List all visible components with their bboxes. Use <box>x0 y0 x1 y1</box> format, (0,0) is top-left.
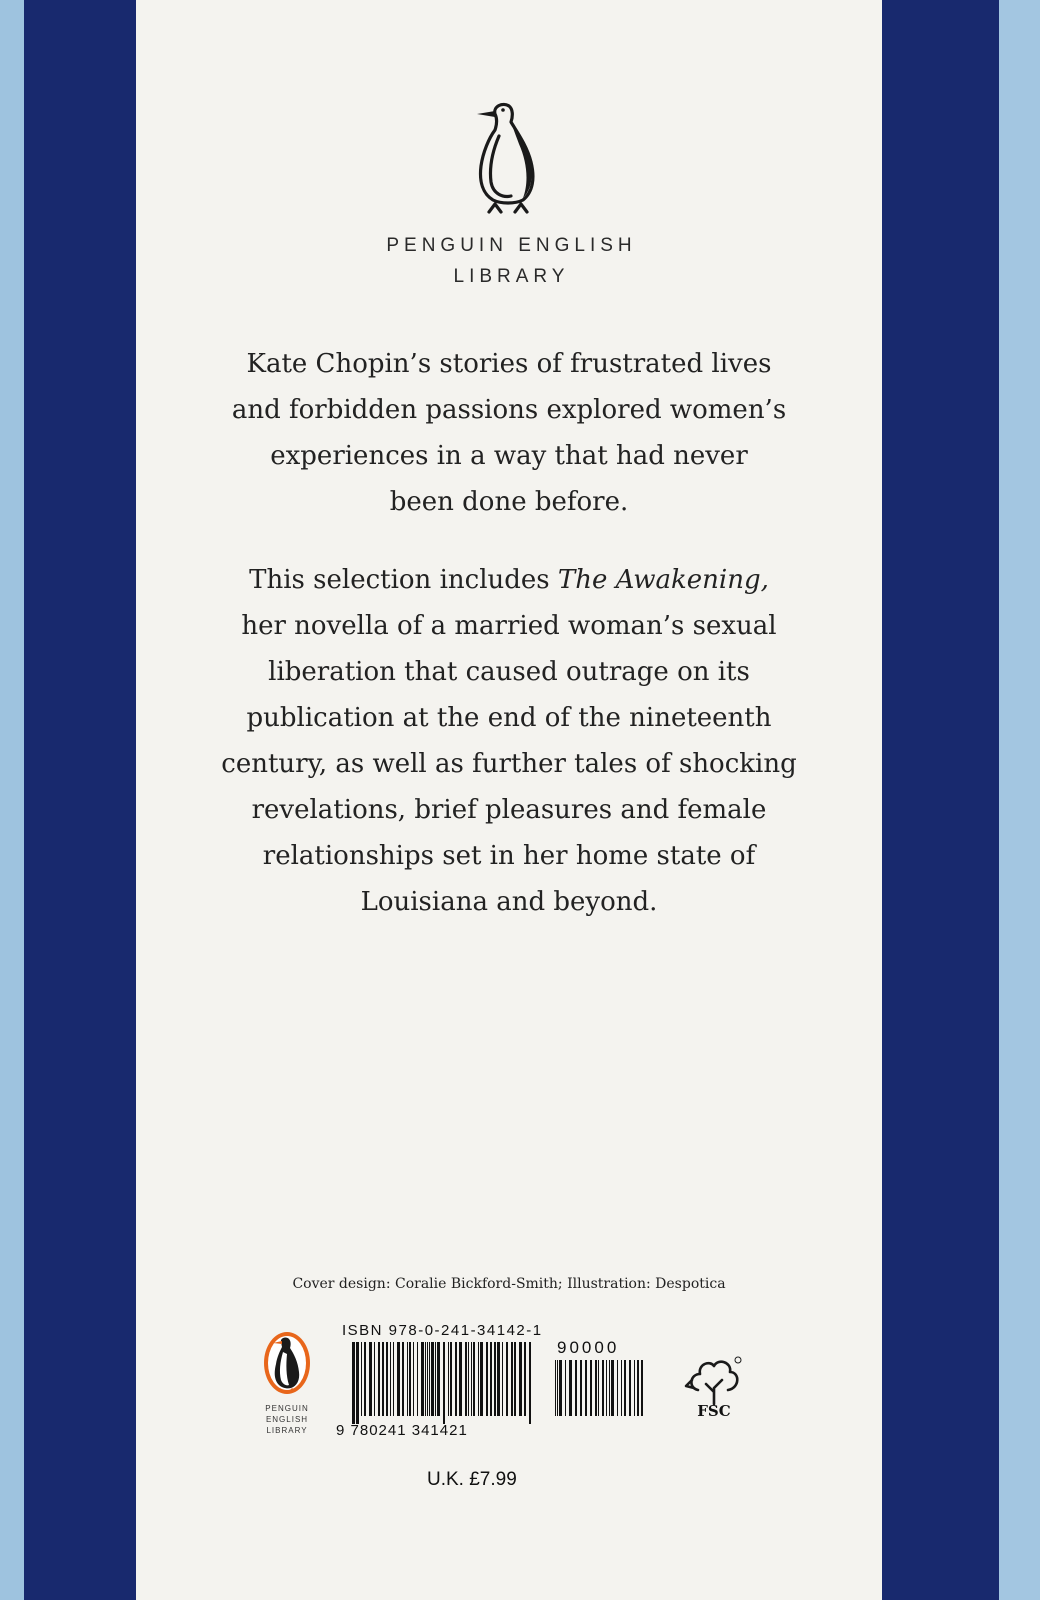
barcode-bar <box>575 1360 577 1416</box>
blurb-line: and forbidden passions explored women’s <box>231 395 787 425</box>
price: U.K. £7.99 <box>427 1469 517 1490</box>
fsc-tree-icon <box>684 1354 744 1408</box>
barcode-bar <box>369 1342 372 1416</box>
barcode-bar <box>519 1342 522 1416</box>
barcode-bar <box>450 1342 452 1416</box>
blurb-line: liberation that caused outrage on its <box>268 657 750 687</box>
addon-digits: 90000 <box>557 1338 620 1357</box>
barcode-bar <box>465 1342 467 1416</box>
blurb-line <box>160 557 858 603</box>
barcode-bar <box>480 1342 483 1416</box>
barcode-bar <box>425 1342 426 1416</box>
barcode-bar <box>409 1342 411 1416</box>
barcode-bar <box>506 1342 508 1416</box>
barcode-bar <box>502 1342 503 1416</box>
blurb-line: relationships set in her home state of <box>262 841 756 871</box>
barcode-bar <box>565 1360 566 1416</box>
barcode-bar <box>417 1342 418 1416</box>
barcode-bar <box>471 1342 472 1416</box>
barcode-bar <box>637 1360 639 1416</box>
imprint-line-2: LIBRARY <box>453 266 570 287</box>
blurb-line: Kate Chopin’s stories of frustrated lives <box>246 349 772 379</box>
barcode-bar <box>356 1342 359 1424</box>
barcode-bar <box>514 1342 516 1416</box>
barcode-bar <box>559 1360 562 1416</box>
barcode-bar <box>569 1360 572 1416</box>
small-imprint-line: ENGLISH <box>265 1415 309 1424</box>
blurb-paragraph-1 <box>160 341 858 525</box>
barcode-bar <box>435 1342 436 1416</box>
barcode-bar <box>402 1342 404 1416</box>
barcode-bar <box>585 1360 587 1416</box>
blurb-line: been done before. <box>389 487 629 517</box>
barcode-bar <box>617 1360 618 1416</box>
blurb-line: publication at the end of the nineteenth <box>246 703 772 733</box>
barcode-bar <box>407 1342 408 1416</box>
barcode-bar <box>382 1342 384 1416</box>
barcode-bar <box>494 1342 496 1416</box>
small-imprint <box>254 1403 320 1436</box>
barcode-bar <box>557 1360 558 1416</box>
barcode-bar <box>497 1342 500 1416</box>
barcode-bar <box>621 1360 622 1416</box>
barcode-bar <box>429 1342 430 1416</box>
barcode-bar <box>580 1360 582 1416</box>
left-dark-band <box>24 0 136 1600</box>
small-imprint-line: PENGUIN <box>265 1404 309 1413</box>
ean-digits: 9 780241 341421 <box>336 1422 468 1439</box>
barcode-bar <box>455 1342 457 1416</box>
ean-barcode <box>352 1342 536 1424</box>
barcode-bar <box>448 1342 449 1416</box>
barcode-bar <box>624 1360 626 1416</box>
blurb-line: revelations, brief pleasures and female <box>251 795 767 825</box>
barcode-bar <box>364 1342 366 1416</box>
blurb-paragraph-2 <box>160 557 858 925</box>
barcode-bar <box>602 1360 604 1416</box>
barcode-bar <box>437 1342 440 1416</box>
barcode-bar <box>459 1342 462 1416</box>
barcode-bar <box>361 1342 362 1416</box>
blurb-line: Louisiana and beyond. <box>360 887 658 917</box>
barcode-bar <box>443 1342 445 1424</box>
barcode-bar <box>511 1342 513 1416</box>
barcode-bar <box>641 1360 643 1416</box>
barcode-bar <box>378 1342 380 1416</box>
addon-barcode <box>555 1360 645 1424</box>
blurb-text: This selection includes <box>249 565 558 595</box>
fsc-label: FSC <box>697 1402 731 1420</box>
cover-credit: Cover design: Coralie Bickford-Smith; Illustration: Despotica <box>292 1276 726 1292</box>
blurb-line: century, as well as further tales of shocking <box>221 749 797 779</box>
barcode-bar <box>609 1360 610 1416</box>
barcode-bar <box>590 1360 592 1416</box>
left-light-band <box>0 0 24 1600</box>
book-title: The Awakening, <box>557 565 769 595</box>
right-dark-band <box>882 0 999 1600</box>
barcode-bar <box>421 1342 424 1416</box>
barcode-bar <box>490 1342 492 1416</box>
barcode-bar <box>529 1342 531 1424</box>
barcode-bar <box>468 1342 469 1416</box>
small-imprint-line: LIBRARY <box>266 1426 308 1435</box>
barcode-bar <box>393 1342 394 1416</box>
barcode-bar <box>397 1342 400 1416</box>
barcode-bar <box>598 1360 599 1416</box>
barcode-bar <box>473 1342 475 1416</box>
barcode-bar <box>352 1342 355 1424</box>
barcode-bar <box>595 1360 597 1416</box>
barcode-bar <box>386 1342 388 1416</box>
barcode-bar <box>427 1342 428 1416</box>
barcode-bar <box>374 1342 375 1416</box>
blurb-line: her novella of a married woman’s sexual <box>241 611 777 641</box>
blurb-line: experiences in a way that had never <box>270 441 748 471</box>
barcode-bar <box>413 1342 414 1416</box>
penguin-roundel-icon <box>262 1330 312 1396</box>
imprint-name <box>136 230 882 292</box>
isbn-label: ISBN 978-0-241-34142-1 <box>342 1322 543 1339</box>
imprint-line-1: PENGUIN ENGLISH <box>386 235 637 256</box>
barcode-bar <box>431 1342 434 1416</box>
barcode-bar <box>390 1342 391 1416</box>
penguin-logo-icon <box>473 100 543 218</box>
barcode-bar <box>611 1360 614 1416</box>
barcode-bar <box>606 1360 607 1416</box>
barcode-bar <box>478 1342 479 1416</box>
barcode-bar <box>629 1360 631 1416</box>
right-light-band <box>999 0 1040 1600</box>
barcode-bar <box>555 1360 556 1416</box>
barcode-bar <box>634 1360 635 1416</box>
barcode-bar <box>486 1342 488 1416</box>
barcode-bar <box>524 1342 526 1416</box>
